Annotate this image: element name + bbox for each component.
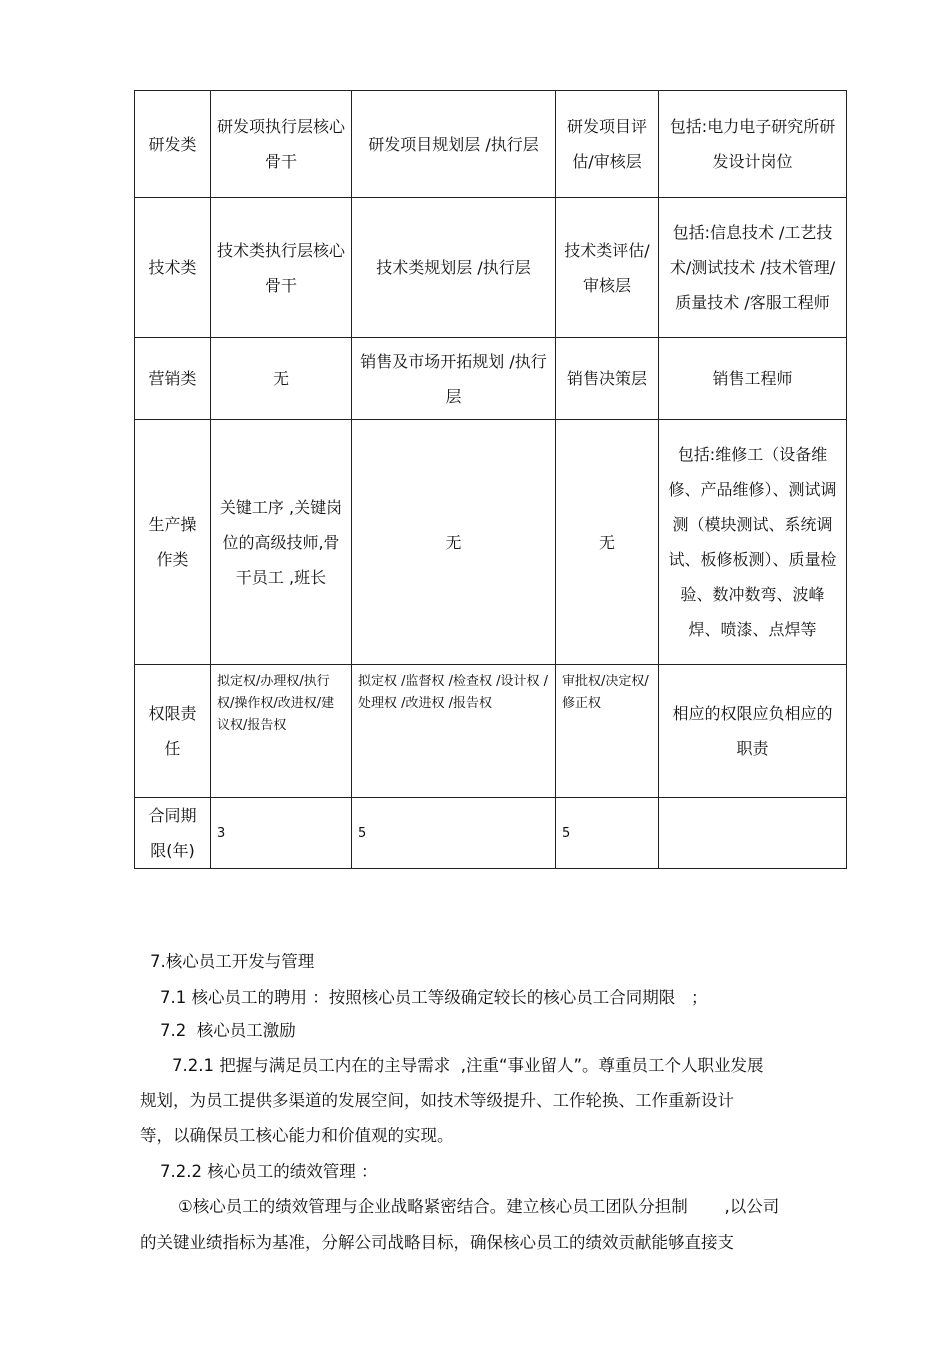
review-level-cell: 审批权/决定权/修正权 (556, 665, 659, 798)
planning-level-cell: 拟定权 /监督权 /检查权 /设计权 /处理权 /改进权 /报告权 (352, 665, 556, 798)
scope-cell (659, 798, 847, 869)
scope-cell: 销售工程师 (659, 338, 847, 420)
table-row (135, 198, 847, 338)
planning-level-cell: 技术类规划层 /执行层 (352, 198, 556, 338)
table-row (135, 91, 847, 198)
core-staff-table (134, 90, 847, 869)
executive-level-cell: 关键工序 ,关键岗位的高级技师,骨干员工 ,班长 (211, 420, 352, 665)
scope-cell: 包括:信息技术 /工艺技术/测试技术 /技术管理/质量技术 /客服工程师 (659, 198, 847, 338)
review-level-cell: 无 (556, 420, 659, 665)
planning-level-cell: 研发项目规划层 /执行层 (352, 91, 556, 198)
paragraph-line: 7.2.1 把握与满足员工内在的主导需求 ,注重“事业留人”。尊重员工个人职业发展 (172, 1056, 764, 1075)
executive-level-cell: 拟定权/办理权/执行权/操作权/改进权/建议权/报告权 (211, 665, 352, 798)
row-category: 生产操作类 (135, 420, 211, 665)
paragraph-line: 等，以确保员工核心能力和价值观的实现。 (140, 1126, 454, 1145)
row-category: 合同期限(年) (135, 798, 211, 869)
planning-level-cell: 销售及市场开拓规划 /执行层 (352, 338, 556, 420)
review-level-cell: 销售决策层 (556, 338, 659, 420)
scope-cell: 包括:电力电子研究所研发设计岗位 (659, 91, 847, 198)
executive-level-cell: 研发项执行层核心骨干 (211, 91, 352, 198)
scope-cell: 包括:维修工（设备维修、产品维修）、测试调测（模块测试、系统调试、板修板测）、质量检验、数冲数弯、波峰焊、喷漆、点焊等 (659, 420, 847, 665)
section-heading: 7.核心员工开发与管理 (150, 952, 315, 971)
scope-cell: 相应的权限应负相应的职责 (659, 665, 847, 798)
table-row (135, 665, 847, 798)
subsection-heading: 7.2.2 核心员工的绩效管理 ： (160, 1162, 378, 1181)
paragraph-line: 的关键业绩指标为基准，分解公司战略目标，确保核心员工的绩效贡献能够直接支 (140, 1233, 734, 1252)
row-category: 营销类 (135, 338, 211, 420)
table-row (135, 798, 847, 869)
paragraph-line: 规划，为员工提供多渠道的发展空间，如技术等级提升、工作轮换、工作重新设计 (140, 1091, 734, 1110)
review-level-cell: 研发项目评估/审核层 (556, 91, 659, 198)
row-category: 技术类 (135, 198, 211, 338)
executive-level-cell: 技术类执行层核心骨干 (211, 198, 352, 338)
table-row (135, 338, 847, 420)
paragraph-line: ①核心员工的绩效管理与企业战略紧密结合。建立核心员工团队分担制 ,以公司 (178, 1197, 780, 1216)
table-row (135, 420, 847, 665)
subsection-heading: 7.2 核心员工激励 (160, 1021, 296, 1040)
planning-level-cell: 无 (352, 420, 556, 665)
contract-years-cell: 3 (211, 798, 352, 869)
paragraph-line: 7.1 核心员工的聘用 ：按照核心员工等级确定较长的核心员工合同期限 ； (160, 988, 708, 1007)
row-category: 研发类 (135, 91, 211, 198)
contract-years-cell: 5 (352, 798, 556, 869)
review-level-cell: 技术类评估/审核层 (556, 198, 659, 338)
row-category: 权限责任 (135, 665, 211, 798)
contract-years-cell: 5 (556, 798, 659, 869)
executive-level-cell: 无 (211, 338, 352, 420)
